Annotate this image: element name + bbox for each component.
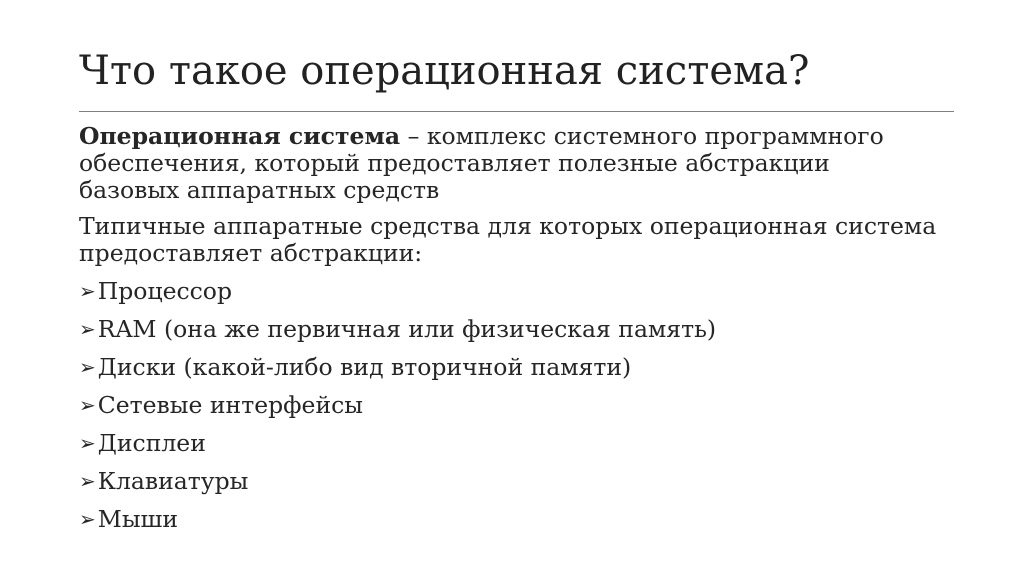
definition-text: – комплекс системного программного обеспечения, который предоставляет полезные абстракции базовых аппаратных средств (79, 122, 884, 204)
list-item (79, 353, 959, 382)
list-item-label: Процессор (97, 277, 232, 305)
arrow-bullet-icon: ➢ (79, 279, 96, 303)
title-divider (79, 111, 954, 112)
definition-term: Операционная система (79, 122, 401, 150)
list-item-label: Диски (какой-либо вид вторичной памяти) (97, 353, 632, 381)
list-item-label: Мыши (97, 505, 179, 533)
arrow-bullet-icon: ➢ (79, 317, 96, 341)
arrow-bullet-icon: ➢ (79, 355, 96, 379)
slide-title: Что такое операционная система? (79, 48, 810, 94)
intro-paragraph: Типичные аппаратные средства для которых операционная система предоставляет абстракции: (79, 212, 937, 267)
list-item (79, 315, 959, 344)
slide-content (79, 123, 959, 543)
hardware-list (79, 277, 959, 534)
arrow-bullet-icon: ➢ (79, 431, 96, 455)
definition-paragraph (79, 123, 909, 204)
list-item (79, 505, 959, 534)
list-item-label: Клавиатуры (97, 467, 249, 495)
list-item (79, 391, 959, 420)
list-item-label: Дисплеи (97, 429, 206, 457)
list-item-label: RAM (она же первичная или физическая память) (97, 315, 717, 343)
list-item-label: Сетевые интерфейсы (97, 391, 363, 419)
arrow-bullet-icon: ➢ (79, 507, 96, 531)
list-item (79, 429, 959, 458)
arrow-bullet-icon: ➢ (79, 469, 96, 493)
list-item (79, 277, 959, 306)
list-item (79, 467, 959, 496)
arrow-bullet-icon: ➢ (79, 393, 96, 417)
